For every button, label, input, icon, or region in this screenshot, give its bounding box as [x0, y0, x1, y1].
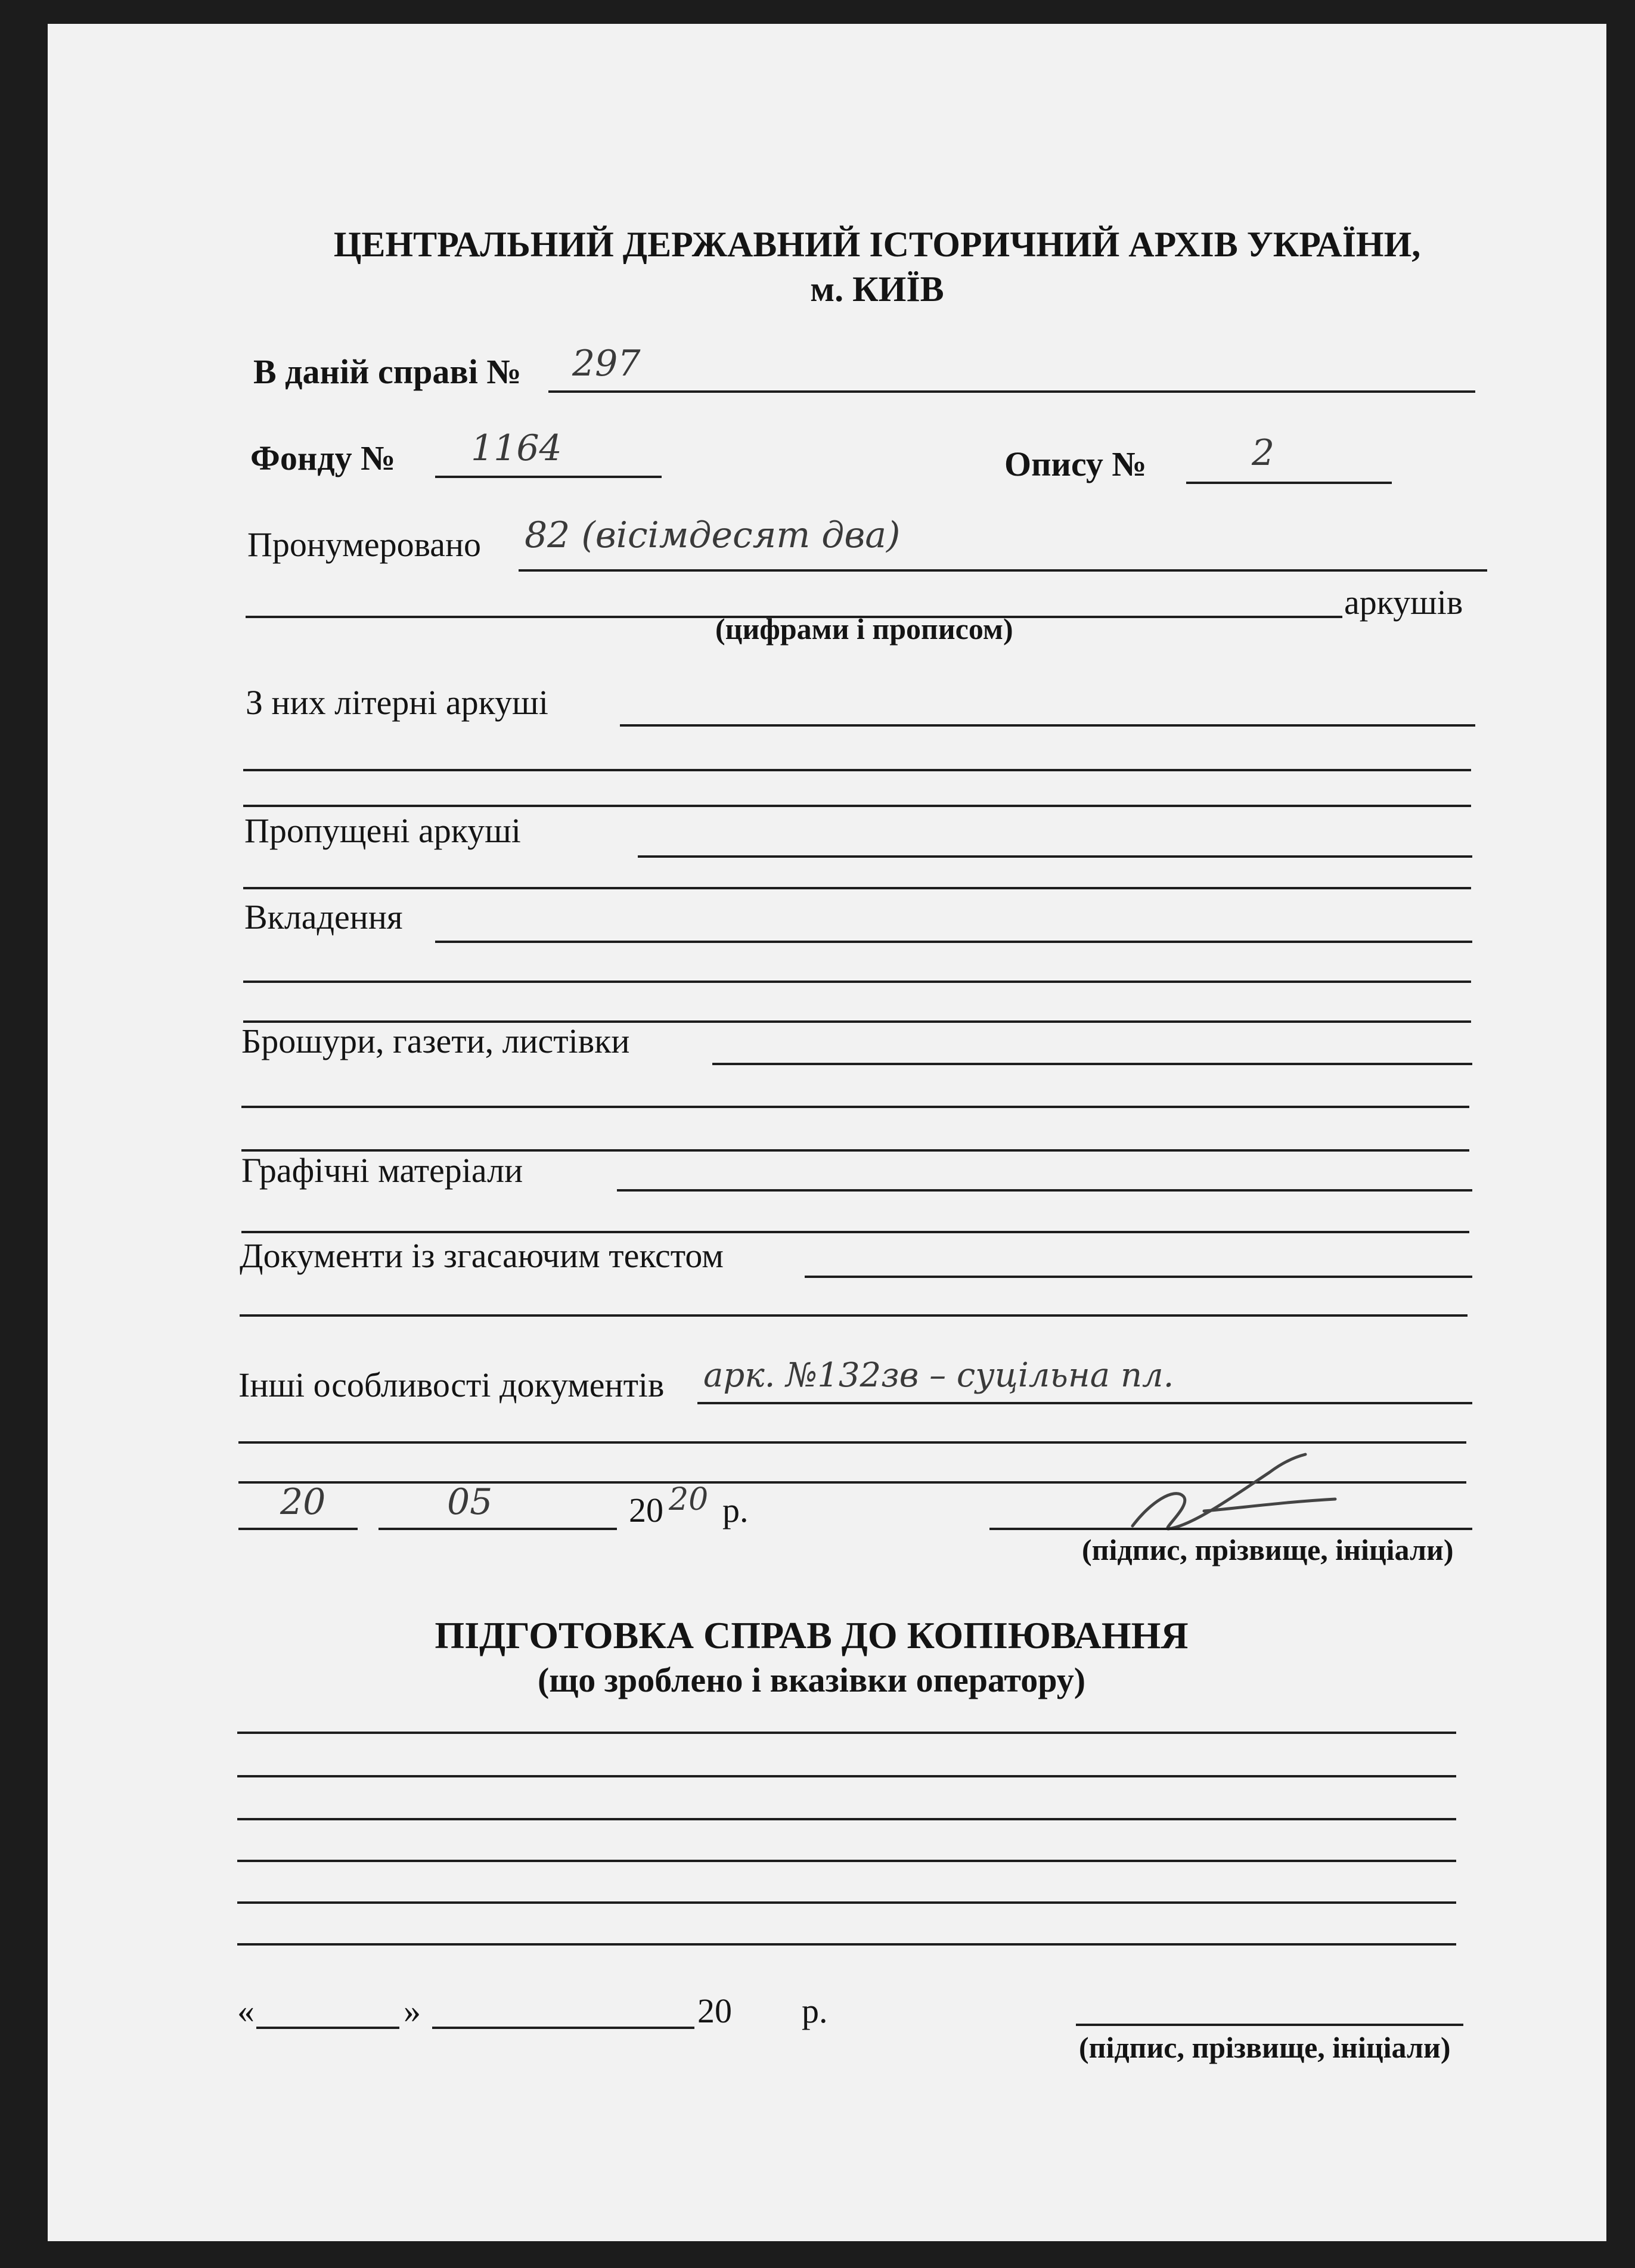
- signature-line-1: [989, 1528, 1472, 1530]
- copy-line-5: [237, 1901, 1456, 1904]
- missing-sheets-line-2: [243, 887, 1471, 889]
- fond-line: [435, 476, 662, 478]
- fading-line-2: [240, 1314, 1468, 1317]
- numbered-hint: (цифрами і прописом): [715, 612, 1013, 646]
- copy-line-2: [237, 1775, 1456, 1777]
- date1-day-line: [238, 1528, 358, 1530]
- fond-label: Фонду №: [250, 439, 396, 477]
- date1-year-prefix: 20: [629, 1491, 663, 1529]
- opys-line: [1186, 482, 1392, 484]
- enclosures-line-1: [435, 941, 1472, 943]
- numbered-value: 82 (вісімдесят два): [525, 514, 901, 556]
- copy-line-3: [237, 1818, 1456, 1820]
- graphic-line-1: [617, 1189, 1472, 1192]
- case-number-value: 297: [572, 343, 641, 384]
- signature: [1127, 1445, 1341, 1541]
- signature-hint-2: (підпис, прізвище, ініціали): [1079, 2031, 1451, 2064]
- missing-sheets-label: Пропущені аркуші: [244, 811, 521, 850]
- fading-line-1: [805, 1276, 1472, 1278]
- signature-line-2: [1076, 2024, 1463, 2026]
- enclosures-line-2: [243, 981, 1471, 983]
- date2-day-line: [256, 2027, 399, 2029]
- archive-title: ЦЕНТРАЛЬНИЙ ДЕРЖАВНИЙ ІСТОРИЧНИЙ АРХІВ УКРАЇНИ,: [333, 225, 1421, 264]
- copy-line-1: [237, 1732, 1456, 1734]
- date1-month-line: [378, 1528, 617, 1530]
- copy-line-6: [237, 1943, 1456, 1946]
- brochures-label: Брошури, газети, листівки: [241, 1022, 630, 1060]
- date2-r: р.: [802, 1991, 828, 2030]
- copy-section-subtitle: (що зроблено і вказівки оператору): [537, 1661, 1086, 1699]
- case-number-line: [548, 390, 1475, 393]
- graphic-line-2: [241, 1231, 1469, 1233]
- numbered-label: Пронумеровано: [247, 525, 482, 564]
- date1-day: 20: [280, 1481, 326, 1523]
- other-line-1: [697, 1402, 1472, 1404]
- graphic-label: Графічні матеріали: [241, 1151, 523, 1190]
- brochures-line-1: [712, 1063, 1472, 1065]
- date2-month-line: [432, 2027, 694, 2029]
- numbered-line-1: [519, 569, 1487, 572]
- date2-open-quote: «: [237, 1991, 255, 2030]
- signature-hint-1: (підпис, прізвище, ініціали): [1082, 1533, 1454, 1566]
- date2-year: 20: [697, 1991, 732, 2030]
- case-label: В даній справі №: [253, 352, 522, 391]
- date2-close-quote: »: [404, 1991, 421, 2030]
- date1-year-suffix: 20: [669, 1482, 709, 1518]
- letter-sheets-label: З них літерні аркуші: [246, 683, 548, 722]
- date1-month: 05: [447, 1481, 493, 1523]
- fond-value: 1164: [471, 427, 562, 469]
- enclosures-label: Вкладення: [244, 898, 403, 936]
- other-line-2: [238, 1441, 1466, 1444]
- letter-sheets-line-2: [243, 769, 1471, 771]
- archive-city: м. КИЇВ: [810, 269, 944, 309]
- copy-section-title: ПІДГОТОВКА СПРАВ ДО КОПІЮВАННЯ: [435, 1614, 1189, 1656]
- fading-label: Документи із згасаючим текстом: [240, 1236, 724, 1275]
- opys-label: Опису №: [1004, 445, 1147, 483]
- brochures-line-2: [241, 1106, 1469, 1108]
- other-value: арк. №132зв – суцільна пл.: [703, 1356, 1174, 1395]
- copy-line-4: [237, 1860, 1456, 1862]
- letter-sheets-line-3: [243, 805, 1471, 807]
- letter-sheets-line-1: [620, 724, 1475, 727]
- numbered-suffix: аркушів: [1344, 583, 1463, 622]
- date1-r: р.: [722, 1491, 749, 1529]
- opys-value: 2: [1252, 432, 1275, 474]
- other-label: Інші особливості документів: [238, 1366, 665, 1404]
- missing-sheets-line-1: [638, 855, 1472, 858]
